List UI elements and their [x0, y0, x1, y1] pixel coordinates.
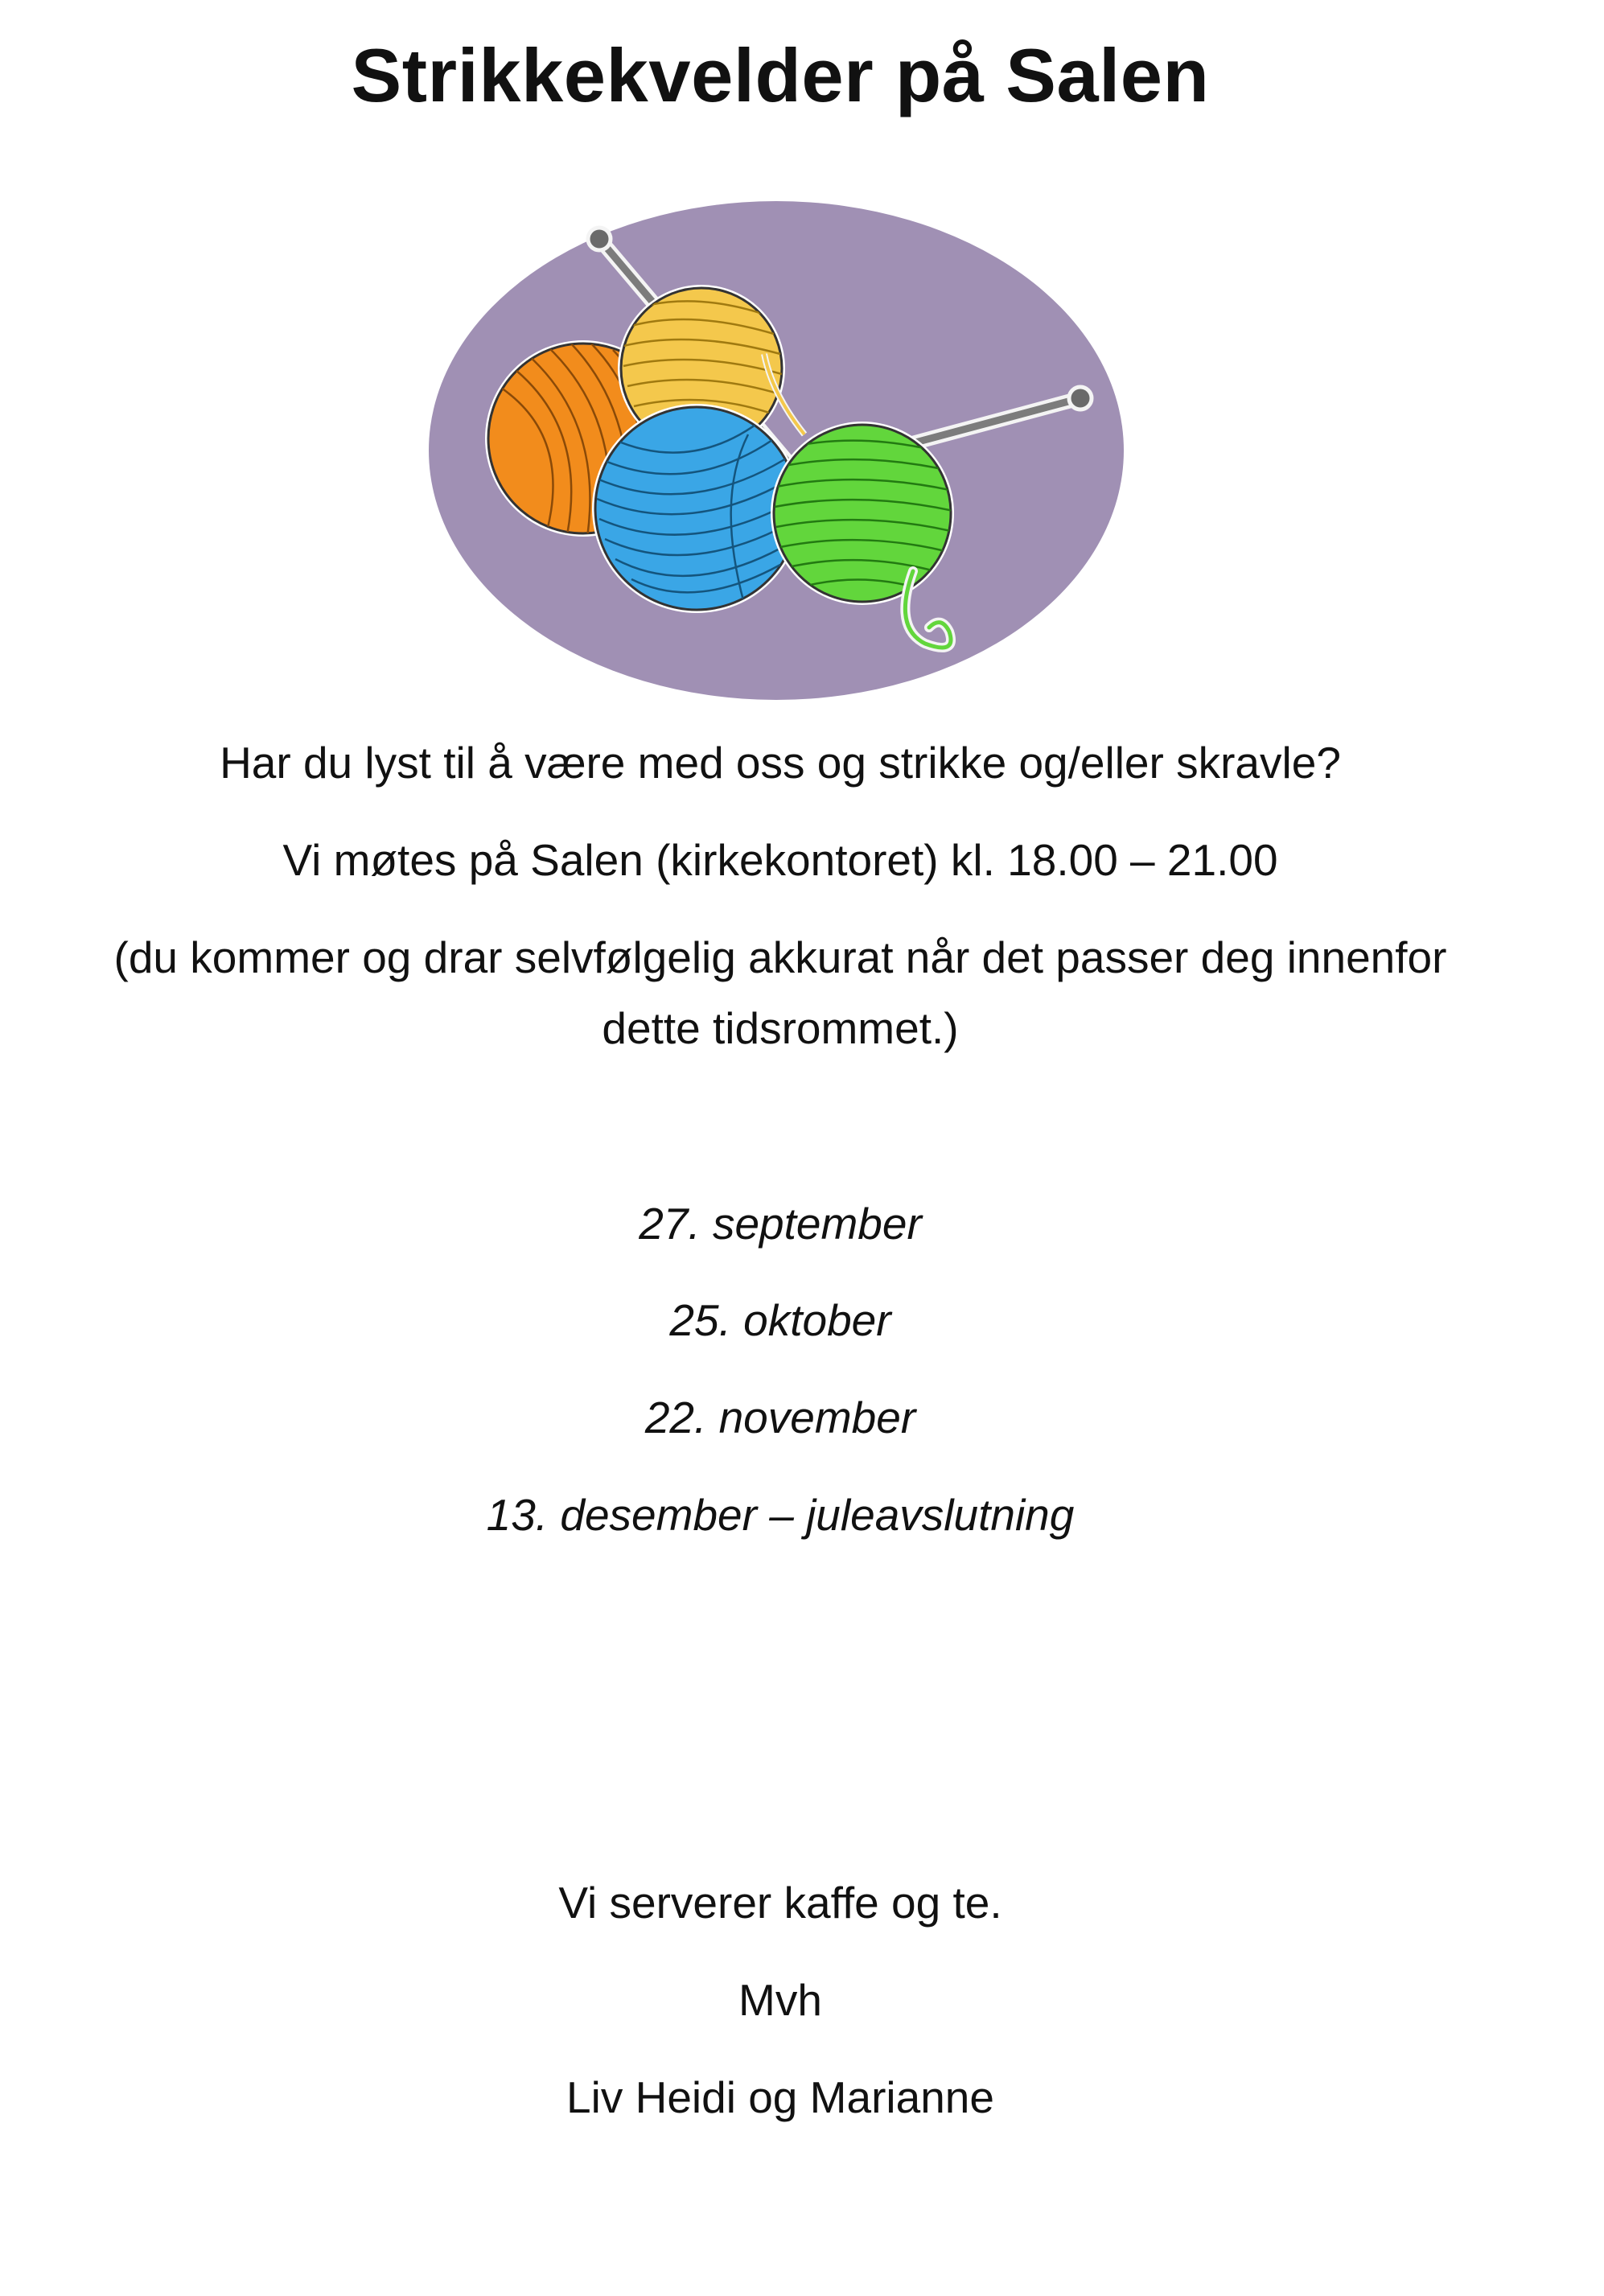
signature: Liv Heidi og Marianne	[566, 2072, 994, 2122]
blue-yarn-ball	[592, 404, 801, 613]
greeting: Mvh	[738, 1975, 822, 2025]
date-item: 25. oktober	[669, 1295, 891, 1345]
intro-question: Har du lyst til å være med oss og strikke og/eller skravle?	[220, 738, 1341, 788]
page-title: Strikkekvelder på Salen	[351, 33, 1210, 117]
meeting-info: Vi møtes på Salen (kirkekontoret) kl. 18.00 – 21.00	[282, 835, 1278, 885]
yarn-balls-with-knitting-needles-icon	[426, 193, 1126, 708]
date-item: 22. november	[644, 1393, 916, 1442]
note-line-1: (du kommer og drar selvfølgelig akkurat når det passer deg innenfor	[113, 932, 1447, 982]
date-item: 27. september	[639, 1199, 922, 1249]
note-line-2: dette tidsrommet.)	[602, 1003, 959, 1053]
serving-note: Vi serverer kaffe og te.	[558, 1878, 1002, 1928]
date-item: 13. desember – juleavslutning	[486, 1490, 1075, 1540]
